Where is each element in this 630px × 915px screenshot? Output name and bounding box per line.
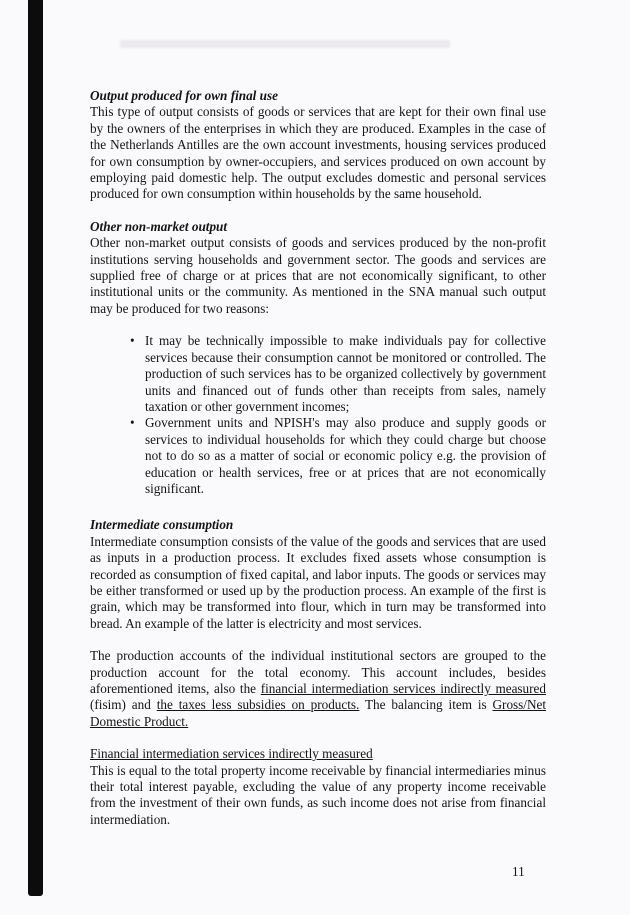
text-segment: (fisim) and bbox=[90, 697, 157, 713]
bleed-through-artifact bbox=[120, 40, 450, 48]
underlined-term-gdp: Gross/Net Domestic Product. bbox=[90, 697, 547, 729]
page-content bbox=[90, 88, 546, 844]
underlined-term-fisim: financial intermediation services indirectly measured bbox=[260, 681, 546, 696]
paragraph-own-final-use: This type of output consists of goods or services that are kept for their own final use by the owners of the enterprises in which they are produced. Examples in the case of the Netherlands Antilles are the own account investments, housing services produced for own consumption by owner-occupiers, and services produced on own account by employing paid domestic help. The output excludes domestic and personal services produced for own consumption within households by the same household. bbox=[90, 104, 546, 202]
section-heading-fisim: Financial intermediation services indirectly measured bbox=[90, 746, 373, 762]
list-item bbox=[145, 333, 546, 415]
bullet-text: Government units and NPISH's may also produce and supply goods or services to individual households for which they could charge but choose not to do so as a matter of social or economic policy e.g. the provision of education or health services, free or at prices that are not economically significant. bbox=[145, 415, 546, 496]
section-heading-other-non-market: Other non-market output bbox=[90, 218, 228, 234]
section-heading-intermediate-consumption: Intermediate consumption bbox=[90, 517, 234, 533]
section-intermediate-consumption bbox=[90, 517, 546, 632]
paragraph-other-non-market: Other non-market output consists of goods and services produced by the non-profit institutions serving households and government sector. The goods and services are supplied free of charge or at prices that are not economically significant, to other institutional units or the community. As mentioned in the SNA manual such output may be produced for two reasons: bbox=[90, 235, 546, 316]
section-heading-own-final-use: Output produced for own final use bbox=[90, 88, 278, 103]
section-fisim bbox=[90, 746, 546, 828]
list-item bbox=[145, 415, 546, 497]
page-number: 11 bbox=[512, 864, 525, 879]
bullet-text: It may be technically impossible to make individuals pay for collective services because their consumption cannot be monitored or controlled. The production of such services has to be organized collectively by government units and financed out of funds other than receipts from sales, namely taxation or other government incomes; bbox=[145, 333, 546, 414]
paragraph-fisim: This is equal to the total property income receivable by financial intermediaries minus their total interest payable, excluding the value of any property income receivable from the investment of their own funds, as such income does not arise from financial intermediation. bbox=[90, 762, 546, 827]
section-own-final-use bbox=[90, 88, 546, 203]
paragraph-production-accounts bbox=[90, 648, 546, 730]
bullet-list bbox=[90, 333, 546, 497]
paragraph-intermediate-consumption: Intermediate consumption consists of the value of the goods and services that are used as inputs in a production process. It excludes fixed assets whose consumption is recorded as consumption of fixed capital, and labor inputs. The goods or services may be either transformed or used up by the production process. An example of the first is grain, which may be transformed into flour, which in turn may be transformed into bread. An example of the latter is electricity and most services. bbox=[90, 533, 546, 631]
text-segment: The production accounts of the individual institutional sectors are grouped to the production account for the total economy. This account includes, besides aforementioned items, also the bbox=[90, 648, 546, 696]
section-production-accounts bbox=[90, 648, 546, 730]
text-segment: The balancing item is bbox=[359, 697, 493, 713]
section-other-non-market bbox=[90, 219, 546, 498]
scan-edge-artifact bbox=[28, 0, 43, 896]
underlined-term-taxes: the taxes less subsidies on products. bbox=[156, 697, 360, 713]
